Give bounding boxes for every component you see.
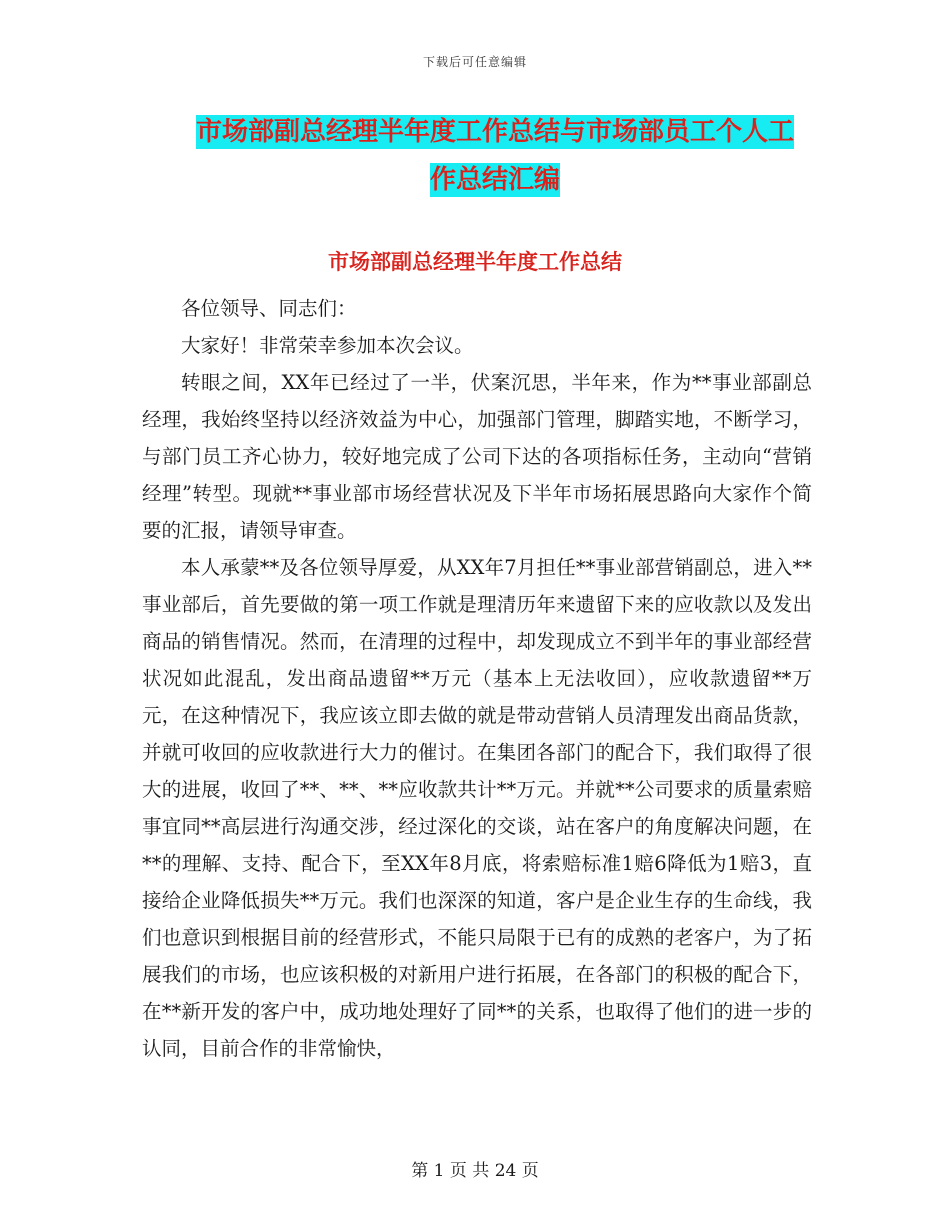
paragraph-intro: 转眼之间，XX年已经过了一半，伏案沉思，半年来，作为**事业部副总经理，我始终坚持以经济效益为中心，加强部门管理，脚踏实地，不断学习，与部门员工齐心协力，较好地完成了公司下达的各项指标任务，主动向“营销经理”转型。现就**事业部市场经营状况及下半年市场拓展思路向大家作个简要的汇报，请领导审查。 <box>142 371 812 542</box>
section-title: 市场部副总经理半年度工作总结 <box>328 250 622 274</box>
paragraph-salutation: 各位领导、同志们： <box>181 297 357 320</box>
header-note: 下载后可任意编辑 <box>422 55 527 69</box>
page-number: 第 1 页 共 24 页 <box>411 1161 539 1181</box>
paragraph-greeting: 大家好！非常荣幸参加本次会议。 <box>181 334 474 357</box>
paragraph-work-review: 本人承蒙**及各位领导厚爱，从XX年7月担任**事业部营销副总，进入**事业部后，首先要做的第一项工作就是理清历年来遗留下来的应收款以及发出商品的销售情况。然而，在清理的过程中，却发现成立不到半年的事业部经营状况如此混乱，发出商品遗留**万元（基本上无法收回），应收款遗留**万元，在这种情况下，我应该立即去做的就是带动营销人员清理发出商品货款，并就可收回的应收款进行大力的催讨。在集团各部门的配合下，我们取得了很大的进展，收回了**、**、**应收款共计**万元。并就**公司要求的质量索赔事宜同**高层进行沟通交涉，经过深化的交谈，站在客户的角度解决问题，在**的理解、支持、配合下，至XX年8月底，将索赔标准1赔6降低为1赔3，直接给企业降低损失**万元。我们也深深的知道，客户是企业生存的生命线，我们也意识到根据目前的经营形式，不能只局限于已有的成熟的老客户，为了拓展我们的市场，也应该积极的对新用户进行拓展，在各部门的积极的配合下，在**新开发的客户中，成功地处理好了同**的关系，也取得了他们的进一步的认同，目前合作的非常愉快， <box>142 556 812 1060</box>
document-body <box>142 290 812 1067</box>
document-title-line-2: 作总结汇编 <box>429 165 560 195</box>
document-title <box>120 108 870 204</box>
document-title-line-1: 市场部副总经理半年度工作总结与市场部员工个人工 <box>195 117 794 147</box>
